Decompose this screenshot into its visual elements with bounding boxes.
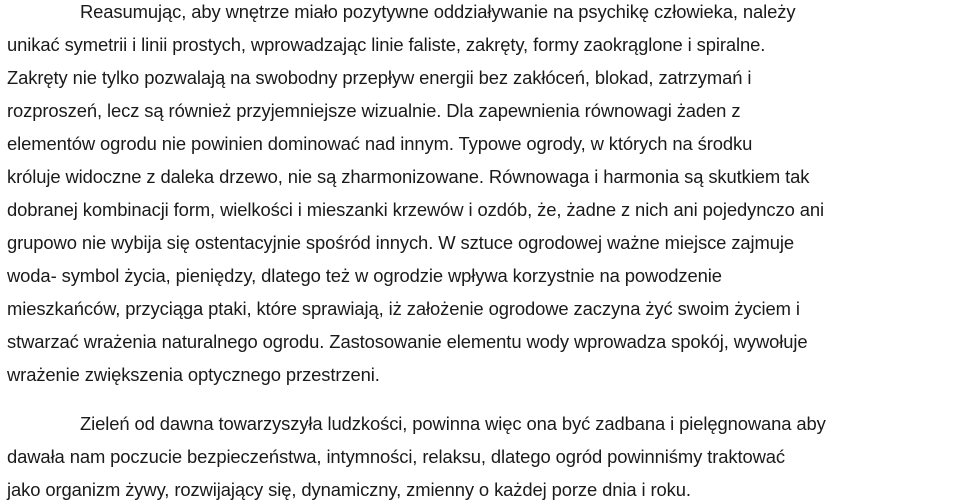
text-line: jako organizm żywy, rozwijający się, dynamiczny, zmienny o każdej porze dnia i roku. xyxy=(7,479,691,500)
text-line: grupowo nie wybija się ostentacyjnie spośród innych. W sztuce ogrodowej ważne miejsce zajmuje xyxy=(7,232,794,253)
text-line: dobranej kombinacji form, wielkości i mieszanki krzewów i ozdób, że, żadne z nich ani pojedynczo ani xyxy=(7,199,824,220)
text-line: mieszkańców, przyciąga ptaki, które sprawiają, iż założenie ogrodowe zaczyna żyć swoim życiem i xyxy=(7,298,800,319)
text-line: woda- symbol życia, pieniędzy, dlatego też w ogrodzie wpływa korzystnie na powodzenie xyxy=(7,265,722,286)
text-line: wrażenie zwiększenia optycznego przestrzeni. xyxy=(7,364,380,385)
text-line: elementów ogrodu nie powinien dominować nad innym. Typowe ogrody, w których na środku xyxy=(7,133,753,154)
text-line: Zieleń od dawna towarzyszyła ludzkości, powinna więc ona być zadbana i pielęgnowana aby xyxy=(80,413,826,434)
text-line: Reasumując, aby wnętrze miało pozytywne oddziaływanie na psychikę człowieka, należy xyxy=(80,1,796,22)
text-line: unikać symetrii i linii prostych, wprowadzając linie faliste, zakręty, formy zaokrąglone i spiralne. xyxy=(7,34,766,55)
text-line: dawała nam poczucie bezpieczeństwa, intymności, relaksu, dlatego ogród powinniśmy traktować xyxy=(7,446,786,467)
text-line: rozproszeń, lecz są również przyjemniejsze wizualnie. Dla zapewnienia równowagi żaden z xyxy=(7,100,741,121)
text-line: króluje widoczne z daleka drzewo, nie są zharmonizowane. Równowaga i harmonia są skutkiem tak xyxy=(7,166,810,187)
text-line: Zakręty nie tylko pozwalają na swobodny przepływ energii bez zakłóceń, blokad, zatrzymań i xyxy=(7,67,752,88)
text-line: stwarzać wrażenia naturalnego ogrodu. Zastosowanie elementu wody wprowadza spokój, wywołuje xyxy=(7,331,808,352)
